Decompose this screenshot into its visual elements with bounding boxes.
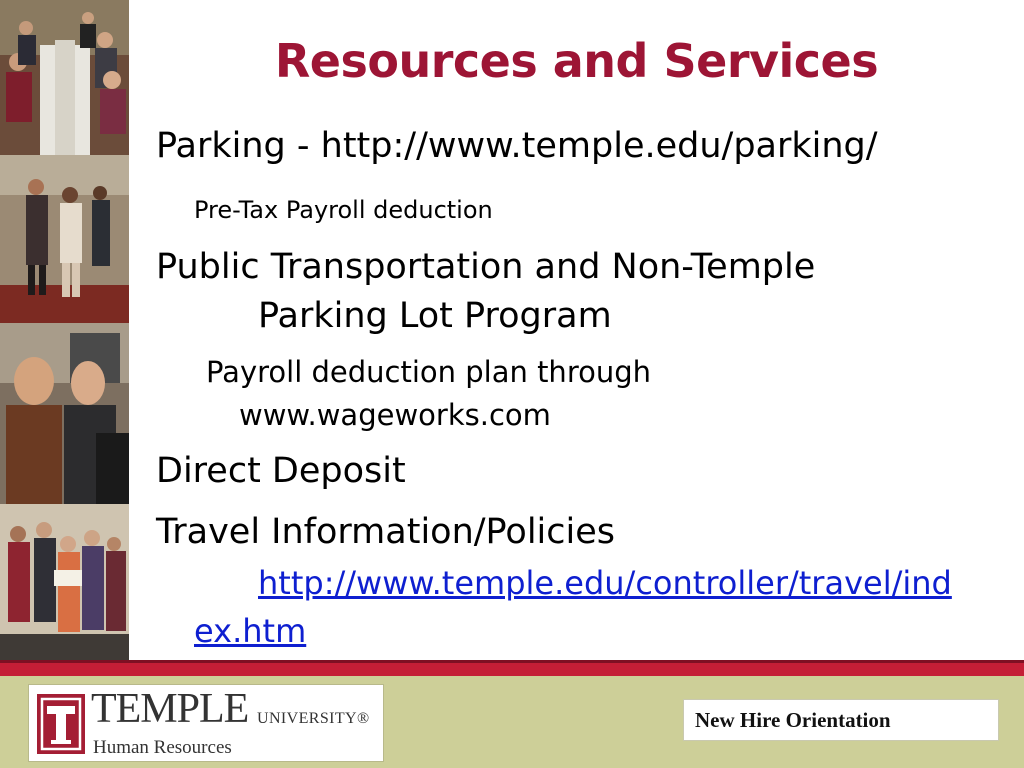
payroll-subitem-line2: www.wageworks.com — [239, 398, 551, 432]
temple-hr-logo — [28, 684, 384, 762]
photo-two-men — [0, 323, 129, 504]
direct-deposit-item: Direct Deposit — [156, 451, 406, 491]
photo-strip — [0, 0, 129, 662]
pretax-subitem: Pre-Tax Payroll deduction — [194, 196, 493, 224]
payroll-subitem-line1: Payroll deduction plan through — [206, 355, 652, 389]
footer-band-edge — [0, 660, 1024, 663]
travel-link-line2[interactable] — [194, 612, 306, 650]
photo-award-group — [0, 504, 129, 662]
travel-link-line1[interactable] — [258, 564, 952, 602]
transport-item-line1: Public Transportation and Non-Temple — [156, 247, 816, 287]
logo-university-text: UNIVERSITY® — [257, 710, 370, 727]
orientation-label: New Hire Orientation — [683, 699, 999, 741]
photo-group-standing — [0, 155, 129, 323]
temple-t-icon — [37, 694, 85, 754]
logo-temple-text: TEMPLE — [91, 686, 249, 732]
travel-link-part2[interactable]: ex.htm — [194, 612, 307, 650]
travel-item: Travel Information/Policies — [156, 512, 616, 552]
travel-link-part1[interactable]: http://www.temple.edu/controller/travel/ind — [258, 564, 952, 602]
logo-hr-text: Human Resources — [93, 737, 232, 758]
transport-item-line2: Parking Lot Program — [258, 296, 612, 336]
slide-title: Resources and Services — [274, 34, 879, 88]
parking-item: Parking - http://www.temple.edu/parking/ — [156, 126, 878, 166]
photo-meeting-room — [0, 0, 129, 155]
